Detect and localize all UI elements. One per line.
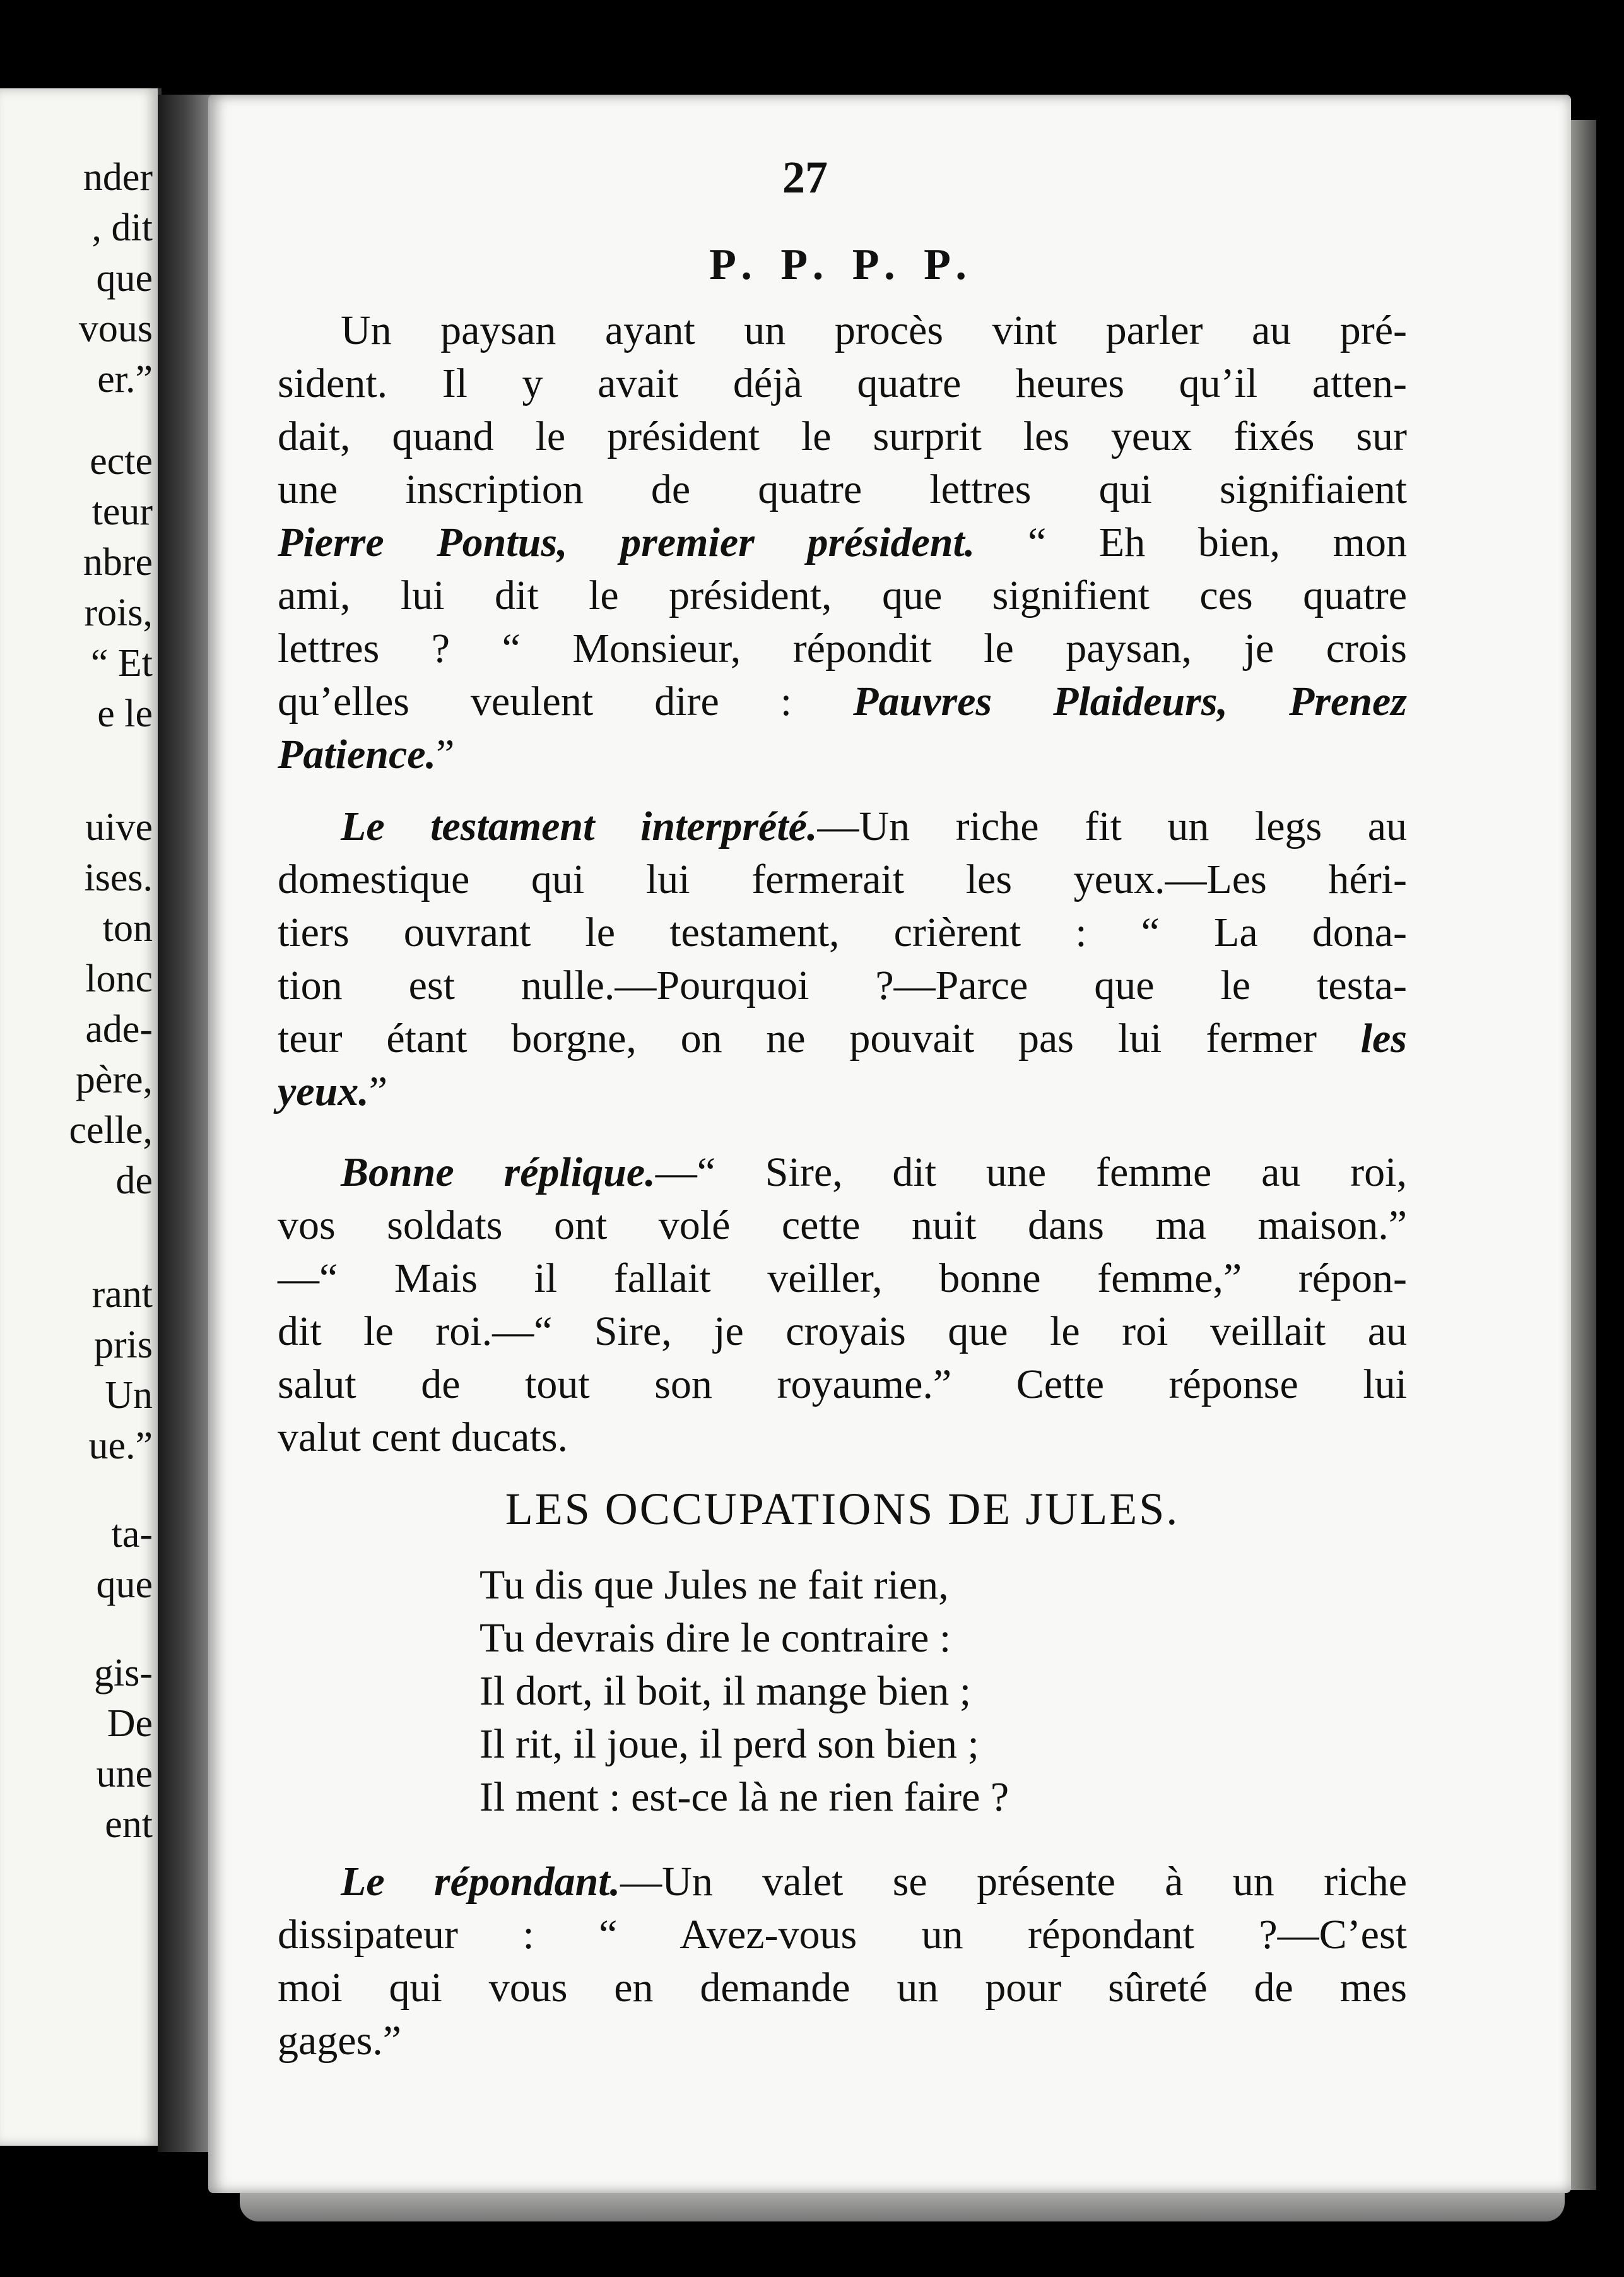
story1-line: Patience.”: [278, 731, 455, 778]
story2-line: Le testament interprété.—Un riche fit un legs au: [341, 803, 1408, 849]
left-page-fragment: , dit: [91, 206, 153, 249]
story4-title: Le répondant.: [341, 1859, 621, 1905]
story1-line: Un paysan ayant un procès vint parler au pré-: [341, 307, 1407, 353]
left-page-fragment: Un: [105, 1374, 153, 1417]
story-title-ppp: P. P. P. P.: [709, 240, 975, 289]
story2-line: teur étant borgne, on ne pouvait pas lui fermer les: [278, 1015, 1407, 1062]
story4-line: Le répondant.—Un valet se présente à un riche: [341, 1859, 1408, 1905]
story3-title: Bonne réplique.: [341, 1149, 656, 1195]
story3-line: valut cent ducats.: [278, 1414, 568, 1460]
left-page-fragment: uive: [85, 806, 153, 849]
story2-line: tion est nulle.—Pourquoi ?—Parce que le testa-: [278, 962, 1407, 1008]
story2-title: Le testament interprété.: [341, 803, 818, 849]
story3-line: Bonne réplique.—“ Sire, dit une femme au roi,: [341, 1149, 1407, 1195]
left-page-fragment: nbre: [83, 541, 153, 584]
left-page-fragment: teur: [91, 490, 153, 533]
left-page-fragment: gis-: [94, 1652, 153, 1694]
story1-italic: Pauvres Plaideurs, Prenez: [853, 678, 1407, 724]
story1-line: dait, quand le président le surprit les yeux fixés sur: [278, 413, 1407, 459]
story3-line: vos soldats ont volé cette nuit dans ma maison.”: [278, 1202, 1407, 1248]
story3-line: salut de tout son royaume.” Cette réponse lui: [278, 1361, 1407, 1407]
left-page-fragment: rant: [91, 1273, 153, 1316]
left-page-fragment: ises.: [84, 856, 153, 899]
story4-line: gages.”: [278, 2018, 402, 2064]
story4-line: moi qui vous en demande un pour sûreté de mes: [278, 1965, 1407, 2011]
left-page-fragment: ue.”: [88, 1424, 153, 1467]
left-page-fragment: e le: [97, 692, 153, 735]
story2-line: yeux.”: [278, 1068, 388, 1115]
story1-line: qu’elles veulent dire : Pauvres Plaideurs, Prenez: [278, 678, 1407, 724]
previous-page-edge: [0, 88, 162, 2146]
story2-line: tiers ouvrant le testament, crièrent : “ La dona-: [278, 909, 1407, 955]
poem-line: Tu devrais dire le contraire :: [480, 1615, 951, 1661]
story1-line: une inscription de quatre lettres qui signifiaient: [278, 466, 1407, 512]
poem-line: Il dort, il boit, il mange bien ;: [480, 1668, 972, 1714]
left-page-fragment: ecte: [90, 440, 153, 483]
left-page-fragment: ton: [102, 907, 153, 950]
story4-line: dissipateur : “ Avez-vous un répondant ?—C’est: [278, 1912, 1407, 1958]
poem-line: Tu dis que Jules ne fait rien,: [480, 1562, 949, 1608]
story1-line: Pierre Pontus, premier président. “ Eh bien, mon: [278, 519, 1407, 565]
left-page-fragment: que: [96, 257, 153, 300]
story3-line: —“ Mais il fallait veiller, bonne femme,” répon-: [278, 1255, 1407, 1301]
poem-title: LES OCCUPATIONS DE JULES.: [505, 1484, 1180, 1534]
left-page-fragment: ent: [105, 1803, 153, 1846]
story1-italic: Patience.: [278, 731, 437, 778]
poem-line: Il rit, il joue, il perd son bien ;: [480, 1721, 979, 1767]
story1-line: sident. Il y avait déjà quatre heures qu’il atten-: [278, 360, 1407, 406]
left-page-fragment: vous: [78, 307, 153, 350]
left-page-fragment: pris: [94, 1323, 153, 1366]
left-page-fragment: De: [107, 1702, 153, 1745]
story1-line: lettres ? “ Monsieur, répondit le paysan, je crois: [278, 625, 1407, 671]
left-page-fragment: père,: [75, 1058, 153, 1101]
story1-italic: Pierre Pontus, premier président.: [278, 519, 975, 565]
left-page-fragment: une: [96, 1753, 153, 1795]
page-number: 27: [782, 152, 828, 203]
story2-line: domestique qui lui fermerait les yeux.—Les héri-: [278, 856, 1407, 902]
left-page-fragment: ta-: [111, 1513, 153, 1556]
left-page-fragment: “ Et: [90, 642, 153, 685]
left-page-fragment: lonc: [85, 957, 153, 1000]
left-page-fragment: de: [115, 1159, 153, 1202]
left-page-fragment: celle,: [69, 1109, 153, 1152]
story3-line: dit le roi.—“ Sire, je croyais que le roi veillait au: [278, 1308, 1407, 1354]
left-page-fragment: que: [96, 1563, 153, 1606]
left-page-fragment: nder: [83, 156, 153, 199]
left-page-fragment: rois,: [84, 591, 153, 634]
story1-line: ami, lui dit le président, que signifient ces quatre: [278, 572, 1407, 618]
poem-line: Il ment : est-ce là ne rien faire ?: [480, 1774, 1009, 1820]
left-page-fragment: er.”: [97, 358, 153, 401]
left-page-fragment: ade-: [85, 1008, 153, 1051]
